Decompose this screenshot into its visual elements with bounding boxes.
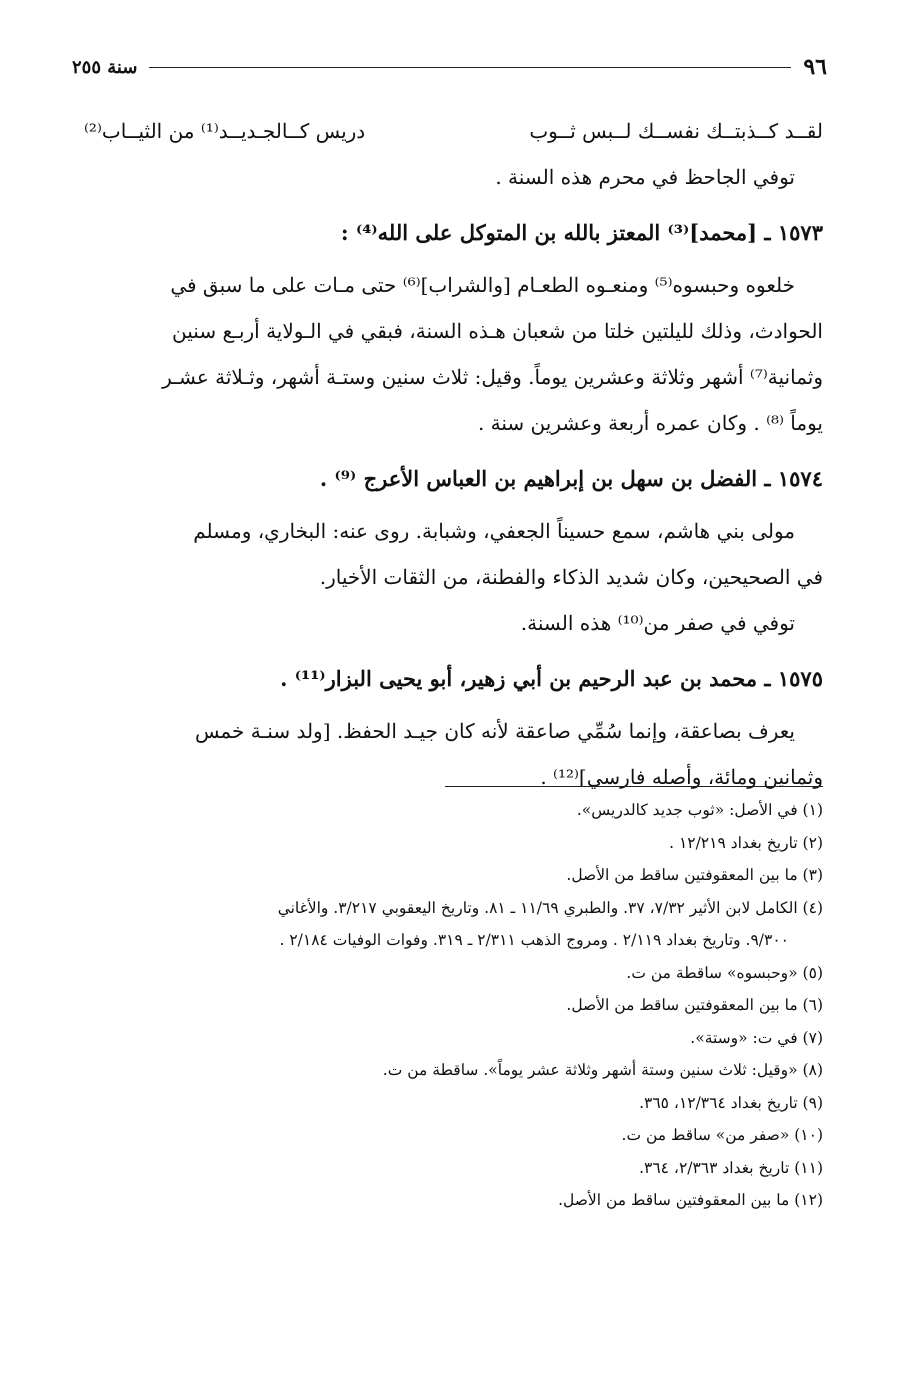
- footnote: (١١) تاريخ بغداد ٢/٣٦٣، ٣٦٤.: [639, 1158, 823, 1177]
- footnote: (٥) «وحبسوه» ساقطة من ت.: [626, 963, 823, 982]
- entry-1573-line: وثمانية⁽⁷⁾ أشهر وثلاثة وعشرين يوماً. وقيل: ثلاث سنين وستـة أشهر، وثـلاثة عشـر: [162, 365, 823, 389]
- page-number: ٩٦: [803, 54, 827, 80]
- entry-1575-line: وثمانين ومائة، وأصله فارسي]⁽¹²⁾ .: [540, 765, 823, 789]
- footnote: (٢) تاريخ بغداد ١٢/٢١٩ .: [669, 833, 823, 852]
- running-head-year: سنة ٢٥٥: [72, 56, 138, 78]
- page-header: [72, 52, 827, 82]
- footnote: (١) في الأصل: «ثوب جديد كالدريس».: [576, 801, 823, 819]
- entry-1575-line: يعرف بصاعقة، وإنما سُمِّي صاعقة لأنه كان جيـد الحفظ. [ولد سنـة خمس: [194, 719, 795, 743]
- footnote-separator: [445, 786, 823, 787]
- entry-1573-line: يوماً ⁽⁸⁾ . وكان عمره أربعة وعشرين سنة .: [477, 411, 823, 435]
- header-rule: [149, 67, 791, 68]
- footnote: (١٢) ما بين المعقوفتين ساقط من الأصل.: [558, 1191, 823, 1209]
- entry-1573-heading: ١٥٧٣ ـ [محمد]⁽³⁾ المعتز بالله بن المتوكل على الله⁽⁴⁾ :: [340, 220, 823, 245]
- entry-1574-line: توفي في صفر من⁽¹⁰⁾ هذه السنة.: [520, 611, 795, 635]
- entry-1573-line: الحوادث، وذلك لليلتين خلتا من شعبان هـذه السنة، فبقي في الـولاية أربـع سنين: [172, 319, 823, 343]
- entry-1574-heading: ١٥٧٤ ـ الفضل بن سهل بن إبراهيم بن العباس الأعرج ⁽⁹⁾ .: [319, 466, 823, 491]
- footnote: (٧) في ت: «وستة».: [690, 1028, 823, 1047]
- main-text: [78, 108, 823, 800]
- footnotes: [78, 794, 823, 1217]
- footnote: (٨) «وقيل: ثلاث سنين وستة أشهر وثلاثة عشر يوماً». ساقطة من ت.: [382, 1061, 823, 1079]
- entry-1574-line: في الصحيحين، وكان شديد الذكاء والفطنة، من الثقات الأخيار.: [319, 565, 823, 589]
- footnote: (٩) تاريخ بغداد ١٢/٣٦٤، ٣٦٥.: [639, 1093, 823, 1112]
- verse-second-hemistich: دريس كــالجـديــد⁽¹⁾ من الثيــاب⁽²⁾: [84, 119, 366, 143]
- footnote: (٦) ما بين المعقوفتين ساقط من الأصل.: [566, 996, 823, 1014]
- footnote-continuation: ٩/٣٠٠. وتاريخ بغداد ٢/١١٩ . ومروج الذهب ٢/٣١١ ـ ٣١٩. وفوات الوفيات ٢/١٨٤ .: [279, 931, 789, 949]
- footnote: (٣) ما بين المعقوفتين ساقط من الأصل.: [566, 866, 823, 884]
- verse-first-hemistich: لقــد كــذبتــك نفســك لــبس ثــوب: [529, 119, 823, 143]
- death-note-line: توفي الجاحظ في محرم هذه السنة .: [495, 165, 795, 189]
- footnote: (١٠) «صفر من» ساقط من ت.: [621, 1126, 823, 1144]
- footnote: (٤) الكامل لابن الأثير ٧/٣٢، ٣٧. والطبري ١١/٦٩ ـ ٨١. وتاريخ اليعقوبي ٣/٢١٧. والأغاني: [277, 898, 823, 917]
- entry-1575-heading: ١٥٧٥ ـ محمد بن عبد الرحيم بن أبي زهير، أبو يحيى البزار⁽¹¹⁾ .: [280, 666, 823, 691]
- poem-verse: [78, 108, 823, 154]
- entry-1573-line: خلعوه وحبسوه⁽⁵⁾ ومنعـوه الطعـام [والشراب]⁽⁶⁾ حتى مـات على ما سبق في: [170, 273, 795, 297]
- entry-1574-line: مولى بني هاشم، سمع حسيناً الجعفي، وشبابة. روى عنه: البخاري، ومسلم: [193, 519, 795, 543]
